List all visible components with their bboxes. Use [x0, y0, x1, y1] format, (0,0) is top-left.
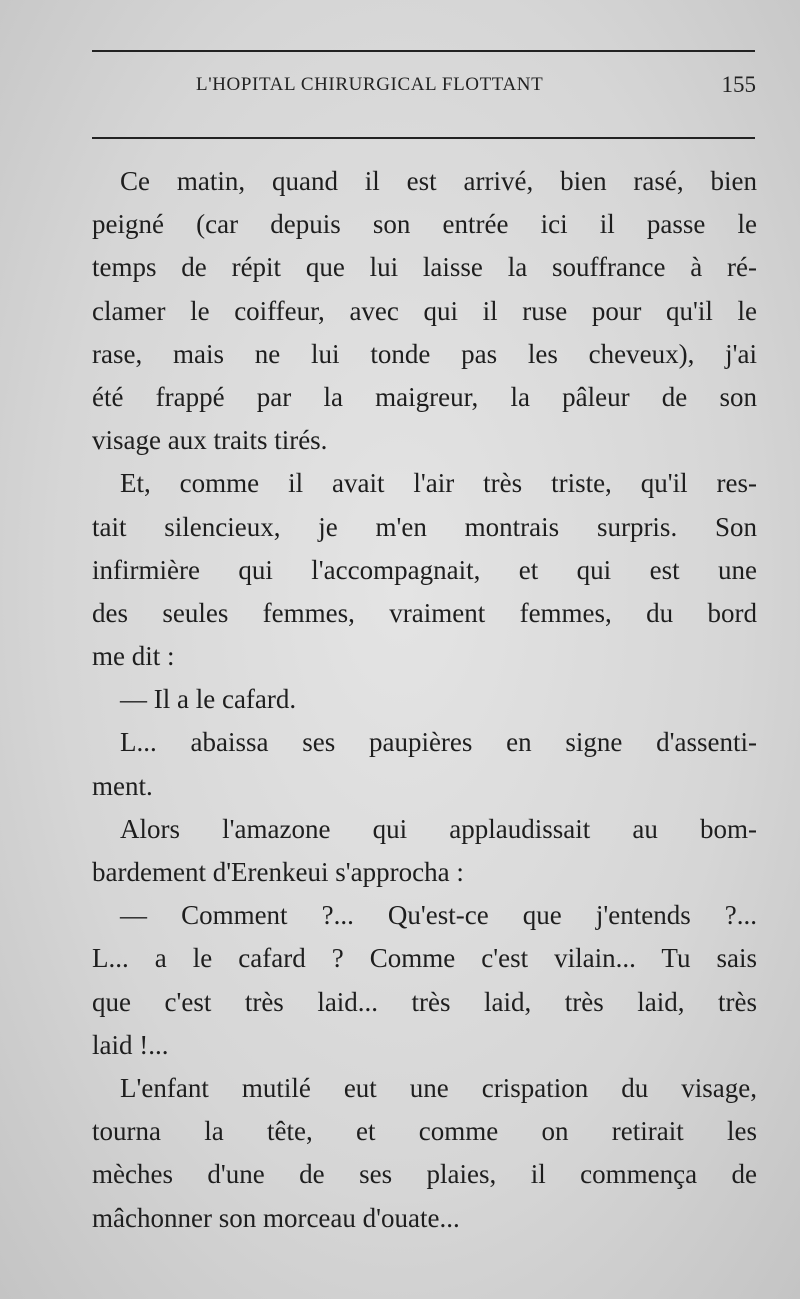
text-line: peigné (car depuis son entrée ici il passe le	[92, 209, 757, 240]
header-rule-bottom	[92, 137, 755, 139]
text-line: infirmière qui l'accompagnait, et qui est une	[92, 554, 757, 585]
text-line: laid !...	[92, 1029, 169, 1060]
text-line: clamer le coiffeur, avec qui il ruse pour qu'il le	[92, 295, 757, 326]
text-line: tait silencieux, je m'en montrais surpris. Son	[92, 511, 757, 542]
text-line: ment.	[92, 770, 153, 801]
text-line: temps de répit que lui laisse la souffrance à ré-	[92, 252, 757, 283]
body-text	[92, 160, 757, 1240]
text-line: mâchonner son morceau d'ouate...	[92, 1202, 460, 1233]
text-line: — Il a le cafard.	[120, 684, 297, 715]
text-line: Et, comme il avait l'air très triste, qu'il res-	[120, 468, 757, 499]
running-title: L'HOPITAL CHIRURGICAL FLOTTANT	[196, 74, 544, 95]
header-rule-top	[92, 50, 755, 52]
text-line: mèches d'une de ses plaies, il commença de	[92, 1159, 757, 1190]
text-line: bardement d'Erenkeui s'approcha :	[92, 857, 464, 887]
text-line: L... abaissa ses paupières en signe d'assenti-	[120, 727, 757, 758]
text-line: me dit :	[92, 641, 175, 672]
text-line: été frappé par la maigreur, la pâleur de son	[92, 381, 757, 412]
text-line: Ce matin, quand il est arrivé, bien rasé, bien	[120, 166, 757, 196]
page-number: 155	[721, 72, 756, 97]
text-line: Alors l'amazone qui applaudissait au bom-	[120, 813, 757, 844]
text-line: visage aux traits tirés.	[92, 425, 328, 456]
text-line: rase, mais ne lui tonde pas les cheveux), j'ai	[92, 338, 757, 369]
text-line: que c'est très laid... très laid, très laid, très	[92, 986, 757, 1017]
text-line: L'enfant mutilé eut une crispation du visage,	[120, 1072, 757, 1103]
text-line: — Comment ?... Qu'est-ce que j'entends ?...	[120, 900, 757, 931]
text-line: des seules femmes, vraiment femmes, du bord	[92, 597, 757, 628]
text-line: tourna la tête, et comme on retirait les	[92, 1116, 757, 1147]
text-line: L... a le cafard ? Comme c'est vilain... Tu sais	[92, 943, 757, 974]
